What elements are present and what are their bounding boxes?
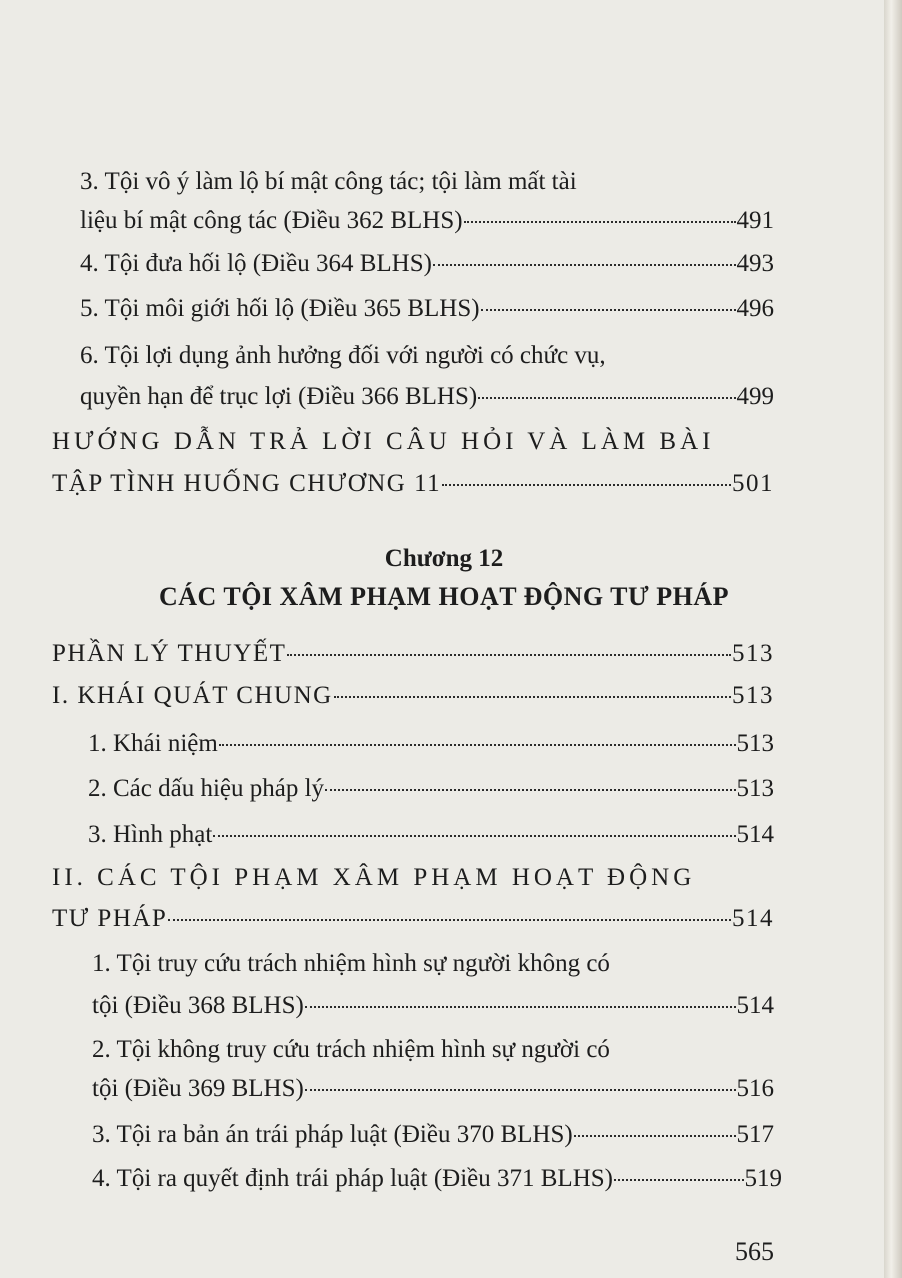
toc-entry-line: 2. Tội không truy cứu trách nhiệm hình sự người có — [92, 1036, 610, 1063]
leader-dots — [305, 1006, 736, 1008]
toc-entry — [88, 730, 774, 758]
chapter-title: CÁC TỘI XÂM PHẠM HOẠT ĐỘNG TƯ PHÁP — [159, 582, 729, 611]
toc-entry — [92, 1121, 774, 1149]
leader-dots — [213, 835, 735, 837]
leader-dots — [481, 309, 736, 311]
toc-page-number: 491 — [736, 207, 774, 234]
toc-page-number: 493 — [736, 250, 774, 277]
toc-entry-title: 1. Khái niệm — [88, 730, 218, 757]
leader-dots — [168, 919, 731, 921]
leader-dots — [305, 1089, 736, 1091]
toc-page-number: 514 — [736, 821, 774, 848]
toc-entry-title: 3. Hình phạt — [88, 821, 213, 848]
toc-entry-title: TẬP TÌNH HUỐNG CHƯƠNG 11 — [52, 470, 442, 497]
toc-entry-title: tội (Điều 369 BLHS) — [92, 1075, 304, 1102]
toc-entry — [92, 1075, 774, 1103]
toc-page-number: 514 — [736, 992, 774, 1019]
chapter-number: Chương 12 — [384, 545, 504, 572]
page-folio-number: 565 — [735, 1237, 774, 1266]
leader-dots — [433, 264, 736, 266]
toc-page-number: 514 — [732, 905, 774, 932]
toc-entry — [92, 992, 774, 1020]
leader-dots — [287, 654, 731, 656]
toc-entry-title: tội (Điều 368 BLHS) — [92, 992, 304, 1019]
toc-page-number: 513 — [732, 640, 774, 667]
toc-entry-title: 3. Tội ra bản án trái pháp luật (Điều 370 BLHS) — [92, 1121, 573, 1148]
leader-dots — [325, 789, 735, 791]
toc-page-number: 516 — [736, 1075, 774, 1102]
leader-dots — [219, 744, 736, 746]
toc-entry-title: 2. Các dấu hiệu pháp lý — [88, 775, 325, 802]
toc-entry-title: 4. Tội ra quyết định trái pháp luật (Điều 371 BLHS) — [92, 1165, 613, 1192]
toc-entry-title: quyền hạn để trục lợi (Điều 366 BLHS) — [80, 383, 478, 410]
toc-entry-line: II. CÁC TỘI PHẠM XÂM PHẠM HOẠT ĐỘNG — [52, 864, 696, 891]
toc-entry — [52, 905, 774, 933]
toc-entry-title: 4. Tội đưa hối lộ (Điều 364 BLHS) — [80, 250, 432, 277]
toc-page-number: 501 — [732, 470, 774, 497]
toc-page-number: 496 — [736, 295, 774, 322]
toc-entry — [92, 1165, 782, 1193]
toc-page-number: 513 — [736, 730, 774, 757]
toc-entry — [52, 640, 774, 668]
toc-entry — [80, 250, 774, 278]
toc-entry — [88, 821, 774, 849]
toc-page-number: 517 — [736, 1121, 774, 1148]
toc-page-number: 513 — [736, 775, 774, 802]
toc-entry — [80, 383, 774, 411]
toc-entry-line: 3. Tội vô ý làm lộ bí mật công tác; tội làm mất tài — [80, 168, 577, 195]
toc-entry-line: HƯỚNG DẪN TRẢ LỜI CÂU HỎI VÀ LÀM BÀI — [52, 428, 715, 455]
toc-page-number: 499 — [736, 383, 774, 410]
toc-entry-title: TƯ PHÁP — [52, 905, 168, 932]
toc-entry — [80, 295, 774, 323]
toc-entry-title: I. KHÁI QUÁT CHUNG — [52, 682, 333, 709]
leader-dots — [442, 484, 731, 486]
toc-entry-title: 5. Tội môi giới hối lộ (Điều 365 BLHS) — [80, 295, 480, 322]
leader-dots — [574, 1135, 736, 1137]
toc-entry-title: liệu bí mật công tác (Điều 362 BLHS) — [80, 207, 463, 234]
toc-entry — [80, 207, 774, 235]
toc-page-number: 513 — [732, 682, 774, 709]
leader-dots — [334, 696, 731, 698]
toc-entry-line: 1. Tội truy cứu trách nhiệm hình sự người không có — [92, 950, 610, 977]
toc-entry — [52, 682, 774, 710]
leader-dots — [478, 397, 735, 399]
toc-page-number: 519 — [744, 1165, 782, 1192]
toc-entry-title: PHẦN LÝ THUYẾT — [52, 640, 287, 667]
leader-dots — [614, 1179, 744, 1181]
toc-entry-line: 6. Tội lợi dụng ảnh hưởng đối với người có chức vụ, — [80, 342, 606, 369]
toc-entry — [88, 775, 774, 803]
leader-dots — [464, 221, 736, 223]
toc-entry — [52, 470, 774, 498]
